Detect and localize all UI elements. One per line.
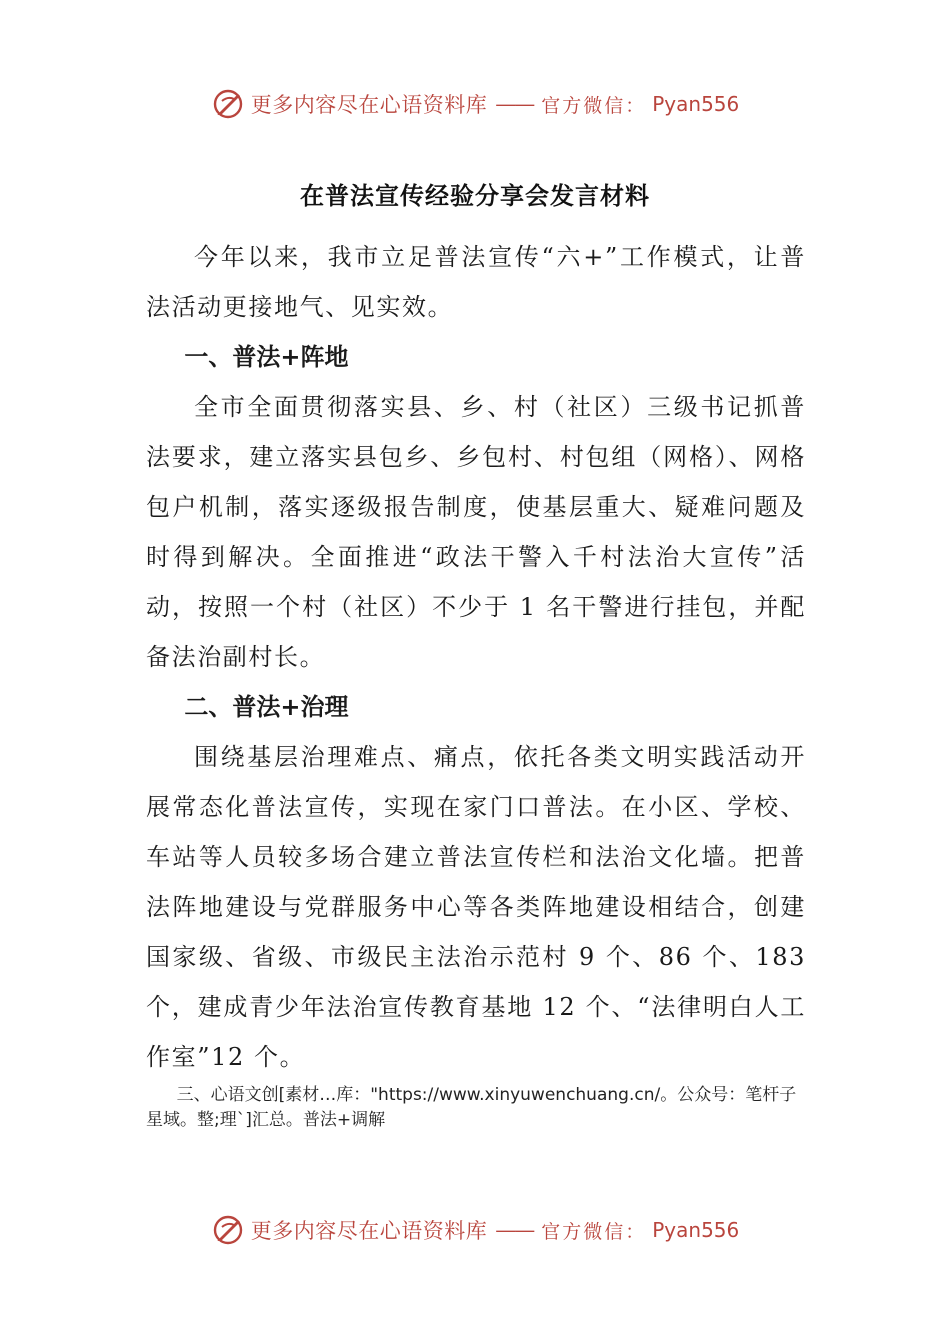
banner-subtitle: 官方微信：	[541, 94, 647, 117]
section-heading-1: 一、普法+阵地	[184, 343, 349, 371]
banner-dash: ——	[495, 92, 534, 116]
banner-text: 更多内容尽在心语资料库	[250, 93, 488, 117]
section-heading-2: 二、普法+治理	[184, 693, 349, 721]
section-paragraph-2: 围绕基层治理难点、痛点，依托各类文明实践活动开展常态化普法宣传，实现在家门口普法。在小区、学校、车站等人员较多场合建立普法宣传栏和法治文化墙。把普法阵地建设与党群服务中心等各类阵地建设相结合，创建国家级、省级、市级民主法治示范村 9 个、86 个、183 个，建成青少年法治宣传教育基地 12 个、“法律明白人工作室”12 个。	[146, 743, 806, 1071]
header-watermark-banner	[0, 84, 950, 124]
banner-subtitle: 官方微信：	[541, 1220, 647, 1243]
intro-paragraph: 今年以来，我市立足普法宣传“六+”工作模式，让普法活动更接地气、见实效。	[146, 243, 806, 321]
quill-logo-icon	[211, 1213, 245, 1247]
section-paragraph-1: 全市全面贯彻落实县、乡、村（社区）三级书记抓普法要求，建立落实县包乡、乡包村、村包组（网格）、网格包户机制，落实逐级报告制度，使基层重大、疑难问题及时得到解决。全面推进“政法干警入千村法治大宣传”活动，按照一个村（社区）不少于 1 名干警进行挂包，并配备法治副村长。	[146, 393, 806, 671]
footer-watermark-banner	[0, 1210, 950, 1250]
reference-note: 三、心语文创[素材…库："https://www.xinyuwenchuang.cn/。公众号：笔杆子星域。整;理`]汇总。普法+调解	[146, 1085, 797, 1130]
document-title: 在普法宣传经验分享会发言材料	[300, 181, 650, 210]
banner-text: 更多内容尽在心语资料库	[250, 1219, 488, 1243]
banner-dash: ——	[495, 1218, 534, 1242]
document-body	[146, 232, 806, 1082]
banner-wechat-id: Pyan556	[652, 1218, 740, 1242]
quill-logo-icon	[211, 87, 245, 121]
banner-wechat-id: Pyan556	[652, 92, 740, 116]
